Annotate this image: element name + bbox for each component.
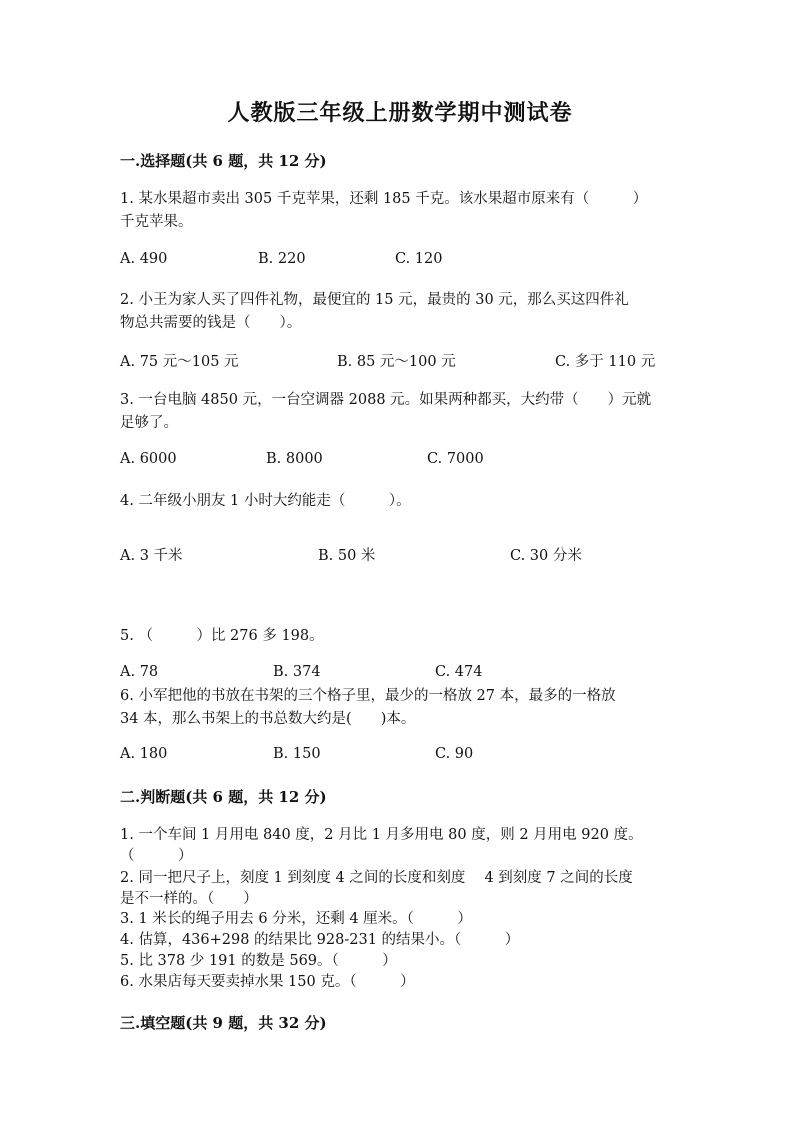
- question-6-line-2: 34 本，那么书架上的书总数大约是( )本。: [120, 711, 416, 727]
- judgment-line: 是不一样的。（ ）: [120, 891, 258, 907]
- section-heading-judgment: 二.判断题(共 6 题，共 12 分): [120, 788, 327, 806]
- question-6-option-c: C. 90: [435, 746, 474, 762]
- question-2-line-1: 2. 小王为家人买了四件礼物，最便宜的 15 元，最贵的 30 元，那么买这四件礼: [120, 292, 629, 308]
- question-1-option-c: C. 120: [395, 251, 443, 267]
- question-3-option-b: B. 8000: [266, 451, 323, 467]
- question-1-line-2: 千克苹果。: [120, 214, 193, 230]
- judgment-line: 6. 水果店每天要卖掉水果 150 克。（ ）: [120, 974, 415, 990]
- question-3-line-2: 足够了。: [120, 415, 178, 431]
- question-1-option-b: B. 220: [258, 251, 306, 267]
- question-4-option-c: C. 30 分米: [510, 548, 582, 564]
- question-1-line-1: 1. 某水果超市卖出 305 千克苹果，还剩 185 千克。该水果超市原来有（ ）: [120, 191, 648, 207]
- question-1-option-a: A. 490: [120, 251, 168, 267]
- question-5-option-b: B. 374: [273, 664, 321, 680]
- question-3-line-1: 3. 一台电脑 4850 元，一台空调器 2088 元。如果两种都买，大约带（ ）元就: [120, 392, 652, 408]
- question-5-option-c: C. 474: [435, 664, 483, 680]
- question-6-option-a: A. 180: [120, 746, 168, 762]
- question-2-option-b: B. 85 元～100 元: [337, 354, 456, 370]
- question-5-line-1: 5. （ ）比 276 多 198。: [120, 628, 324, 644]
- section-heading-choice: 一.选择题(共 6 题，共 12 分): [120, 152, 327, 170]
- judgment-line: 1. 一个车间 1 月用电 840 度，2 月比 1 月多用电 80 度，则 2 月用电 920 度。: [120, 827, 643, 843]
- question-6-option-b: B. 150: [273, 746, 321, 762]
- judgment-line: 5. 比 378 少 191 的数是 569。（ ）: [120, 953, 397, 969]
- judgment-line: 3. 1 米长的绳子用去 6 分米，还剩 4 厘米。（ ）: [120, 911, 472, 927]
- question-2-option-a: A. 75 元～105 元: [120, 354, 239, 370]
- question-6-line-1: 6. 小军把他的书放在书架的三个格子里，最少的一格放 27 本，最多的一格放: [120, 688, 616, 704]
- judgment-line: 2. 同一把尺子上，刻度 1 到刻度 4 之间的长度和刻度 4 到刻度 7 之间的长度: [120, 870, 633, 886]
- question-4-line-1: 4. 二年级小朋友 1 小时大约能走（ ）。: [120, 493, 411, 509]
- question-5-option-a: A. 78: [120, 664, 159, 680]
- judgment-line: 4. 估算，436+298 的结果比 928-231 的结果小。（ ）: [120, 932, 520, 948]
- page-title: 人教版三年级上册数学期中测试卷: [227, 100, 573, 126]
- question-3-option-c: C. 7000: [427, 451, 484, 467]
- question-4-option-b: B. 50 米: [318, 548, 376, 564]
- section-heading-fill-in: 三.填空题(共 9 题，共 32 分): [120, 1014, 327, 1032]
- question-2-line-2: 物总共需要的钱是（ ）。: [120, 315, 302, 331]
- question-3-option-a: A. 6000: [120, 451, 177, 467]
- judgment-line: （ ）: [120, 848, 193, 864]
- question-4-option-a: A. 3 千米: [120, 548, 183, 564]
- question-2-option-c: C. 多于 110 元: [555, 354, 656, 370]
